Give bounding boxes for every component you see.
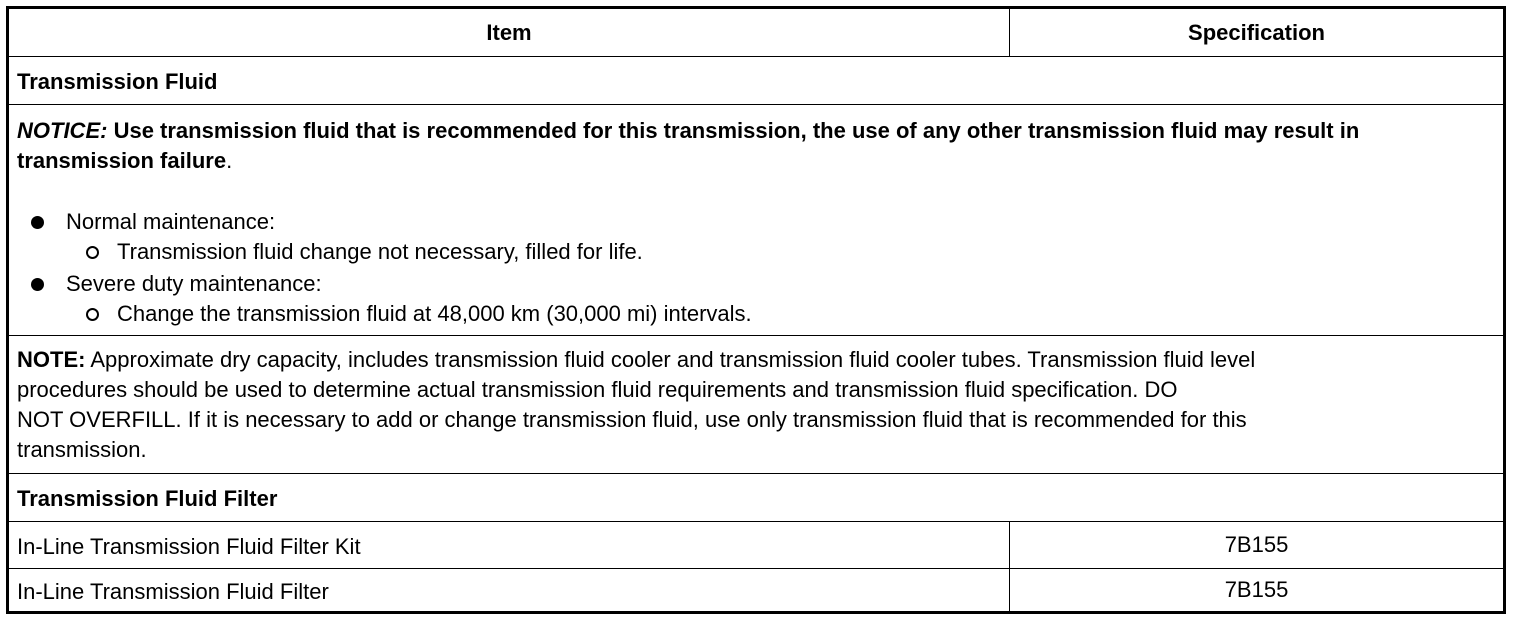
note-line-2: procedures should be used to determine actual transmission fluid requirements and transmission fluid specification. DO	[17, 377, 1178, 402]
row-item: In-Line Transmission Fluid Filter	[17, 579, 329, 604]
row-item: In-Line Transmission Fluid Filter Kit	[17, 534, 361, 559]
notice-paragraph	[17, 116, 1443, 176]
header-specification: Specification	[1188, 19, 1325, 45]
sub-bullet-fill-for-life: Transmission fluid change not necessary, filled for life.	[117, 239, 643, 264]
note-row	[9, 336, 1503, 474]
section-row-transmission-fluid-filter	[9, 474, 1503, 522]
notice-label: NOTICE:	[17, 118, 108, 143]
notice-row	[9, 105, 1503, 336]
specification-table	[6, 6, 1506, 614]
bullet-dot-icon	[31, 216, 44, 229]
bullet-normal-maintenance: Normal maintenance:	[66, 209, 276, 234]
sub-bullet-change-interval: Change the transmission fluid at 48,000 km (30,000 mi) intervals.	[117, 301, 752, 326]
notice-period: .	[226, 148, 233, 173]
note-line-4: transmission.	[17, 437, 147, 462]
table-header-row	[9, 9, 1503, 57]
row-spec: 7B155	[1224, 577, 1289, 602]
note-line-1: NOTE: Approximate dry capacity, includes transmission fluid cooler and transmission fluid cooler tubes. Transmission fluid level	[17, 347, 1256, 372]
bullet-dot-icon	[31, 278, 44, 291]
section-title: Transmission Fluid	[17, 69, 218, 94]
table-row	[9, 522, 1503, 569]
note-line-3: NOT OVERFILL. If it is necessary to add or change transmission fluid, use only transmission fluid that is recommended for this	[17, 407, 1247, 432]
notice-text: Use transmission fluid that is recommended for this transmission, the use of any other transmission fluid may result in transmission failure	[17, 118, 1360, 173]
bullet-severe-duty: Severe duty maintenance:	[66, 271, 322, 296]
sub-bullet-circle-icon	[86, 308, 99, 321]
section-title: Transmission Fluid Filter	[17, 486, 278, 511]
note-label: NOTE:	[17, 347, 86, 372]
row-spec: 7B155	[1224, 532, 1289, 557]
header-item: Item	[9, 9, 1010, 56]
sub-bullet-circle-icon	[86, 246, 99, 259]
table-row	[9, 569, 1503, 611]
section-row-transmission-fluid	[9, 57, 1503, 105]
